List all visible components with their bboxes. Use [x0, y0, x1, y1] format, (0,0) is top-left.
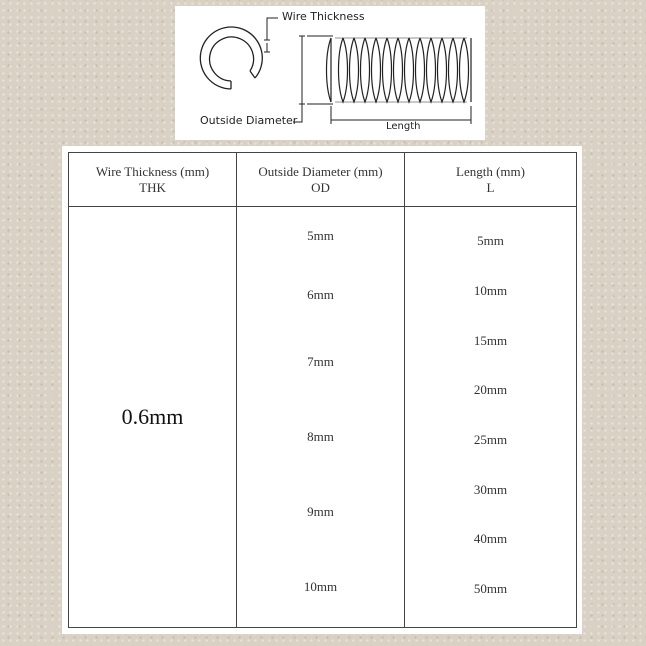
header-wire-thickness-title: Wire Thickness (mm)	[95, 163, 210, 179]
wire-thickness-cell	[69, 207, 237, 628]
length-value: 40mm	[473, 531, 508, 546]
outside-diameter-value: 5mm	[307, 228, 334, 243]
header-row	[69, 153, 577, 207]
header-length	[405, 153, 577, 207]
length-value: 50mm	[473, 581, 508, 596]
length-value: 5mm	[477, 233, 504, 248]
spring-diagram	[175, 6, 485, 140]
outside-diameter-label: Outside Diameter	[200, 114, 298, 127]
wire-thickness-value: 0.6mm	[121, 404, 184, 429]
length-value: 20mm	[473, 382, 508, 397]
header-wire-thickness-code: THK	[139, 179, 166, 195]
spec-table	[68, 152, 577, 628]
length-label: Length	[386, 121, 421, 132]
outside-diameter-value: 8mm	[307, 429, 334, 444]
spring-side-view	[327, 38, 472, 102]
body-row	[69, 207, 577, 628]
header-length-code: L	[486, 179, 495, 195]
outside-diameter-value: 10mm	[303, 579, 338, 594]
length-value: 30mm	[473, 482, 508, 497]
length-cell	[405, 207, 577, 628]
wire-thickness-leader	[264, 18, 278, 52]
wire-thickness-label: Wire Thickness	[282, 10, 365, 23]
length-value: 15mm	[473, 333, 508, 348]
outside-diameter-cell	[237, 207, 405, 628]
header-outside-diameter-code: OD	[311, 179, 330, 195]
outside-diameter-value: 6mm	[307, 287, 334, 302]
length-value: 25mm	[473, 432, 508, 447]
outside-diameter-value: 9mm	[307, 504, 334, 519]
outside-diameter-value: 7mm	[307, 354, 334, 369]
spec-table-card	[62, 146, 582, 634]
spring-end-view	[200, 27, 262, 89]
header-outside-diameter-title: Outside Diameter (mm)	[258, 163, 383, 179]
header-outside-diameter	[237, 153, 405, 207]
length-value: 10mm	[473, 283, 508, 298]
header-wire-thickness	[69, 153, 237, 207]
header-length-title: Length (mm)	[456, 163, 525, 179]
